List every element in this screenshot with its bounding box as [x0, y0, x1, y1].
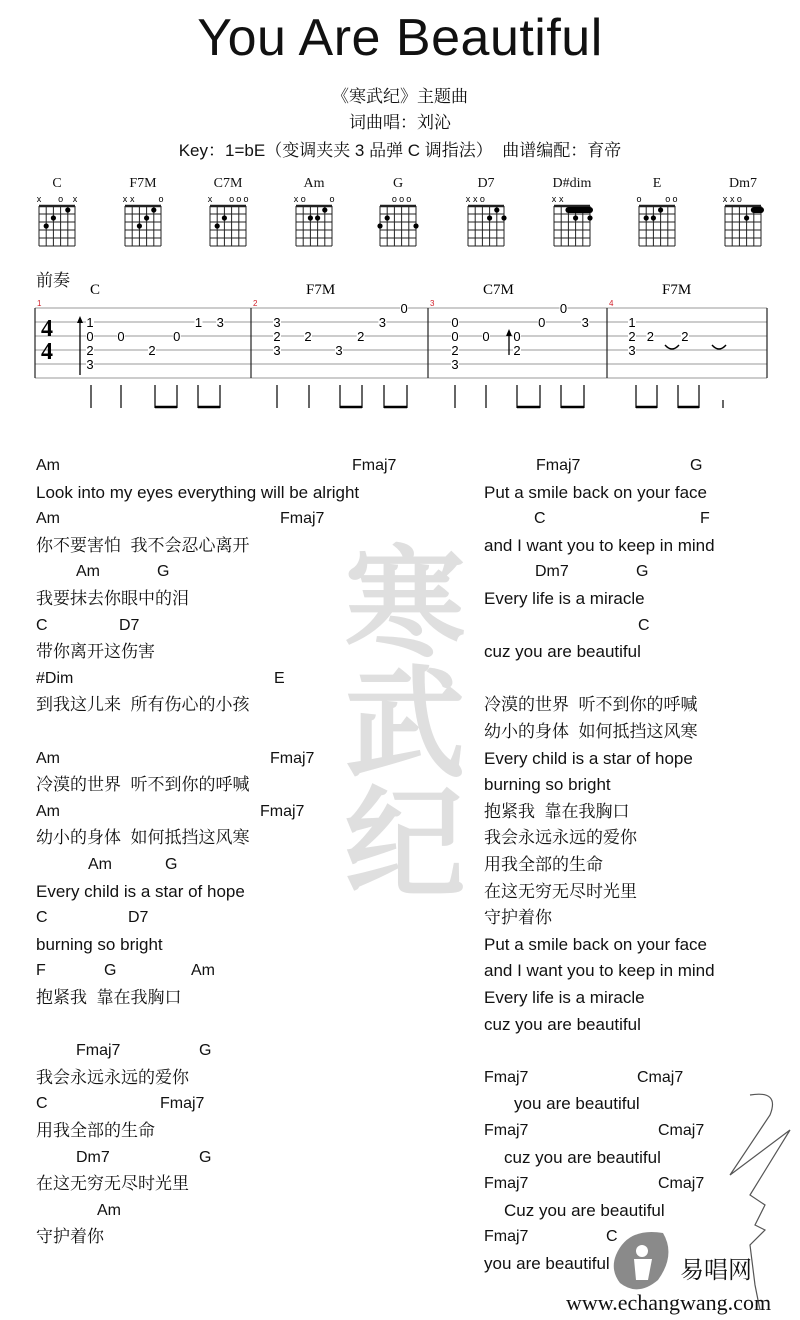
time-signature: 4 [41, 339, 53, 365]
left-lyric-line: burning so bright [36, 934, 163, 954]
right-chord-label: F [700, 510, 710, 528]
open-marker: o [243, 194, 249, 204]
chord-diagram-name: C [52, 176, 62, 191]
measure-number: 4 [609, 299, 614, 308]
mute-marker: x [472, 194, 478, 204]
left-lyric-line: 我会永远永远的爱你 [36, 1067, 189, 1087]
fret-number: 2 [513, 343, 521, 358]
open-marker: o [406, 194, 412, 204]
fret-number: 0 [86, 329, 94, 344]
left-lyric-line: 带你离开这伤害 [36, 642, 155, 662]
chord-diagram-name: Am [303, 176, 325, 191]
right-lyric-line: and I want you to keep in mind [484, 535, 715, 555]
fret-number: 3 [216, 315, 224, 330]
left-chord-label: C [36, 616, 48, 634]
left-chord-label: Fmaj7 [280, 510, 325, 528]
fret-number: 2 [273, 329, 281, 344]
left-lyric-line: Every child is a star of hope [36, 881, 245, 901]
strum-arrow-head [506, 329, 512, 336]
fret-number: 0 [538, 315, 546, 330]
fret-number: 1 [86, 315, 94, 330]
open-marker: o [399, 194, 405, 204]
fret-number: 0 [117, 329, 125, 344]
right-chord-label: Fmaj7 [484, 1068, 529, 1086]
right-lyric-line: Every life is a miracle [484, 589, 645, 608]
fret-number: 0 [451, 329, 459, 344]
right-chord-label: G [636, 563, 649, 581]
fret-number: 0 [400, 301, 408, 316]
left-lyric-line: 幼小的身体 如何抵挡这风寒 [36, 828, 250, 848]
key-line: Key：1=bE（变调夹夹 3 品弹 C 调指法） 曲谱编配：育帝 [178, 141, 622, 160]
tie-mark [712, 345, 726, 349]
right-chord-label: G [690, 457, 703, 474]
right-lyric-line: 抱紧我 靠在我胸口 [484, 801, 630, 821]
left-chord-label: G [199, 1042, 212, 1060]
right-chord-label: Cmaj7 [658, 1122, 705, 1139]
fret-number: 3 [581, 315, 589, 330]
fret-number: 2 [681, 329, 689, 344]
left-chord-label: D7 [119, 616, 140, 634]
left-lyric-line: 冷漠的世界 听不到你的呼喊 [36, 775, 250, 795]
right-chord-label: Cmaj7 [637, 1068, 684, 1086]
right-lyric-line: burning so bright [484, 775, 611, 795]
left-chord-label: Dm7 [76, 1148, 110, 1166]
chord-diagram-name: E [652, 176, 662, 191]
right-chord-label: Fmaj7 [536, 457, 581, 474]
left-chord-label: Am [36, 802, 60, 820]
open-marker: o [736, 194, 742, 204]
left-lyric-line: 守护着你 [36, 1227, 104, 1247]
logo-url[interactable]: www.echangwang.com [566, 1290, 772, 1315]
left-chord-label: Fmaj7 [270, 749, 315, 767]
right-lyric-line: you are beautiful [484, 1254, 610, 1273]
right-lyric-line: Cuz you are beautiful [504, 1200, 665, 1220]
chord-diagram-name: D7 [477, 176, 495, 191]
right-chord-label: Dm7 [535, 563, 569, 581]
mute-marker: x [129, 194, 135, 204]
left-chord-label: F [36, 962, 46, 980]
fret-number: 2 [86, 343, 94, 358]
fret-number: 2 [451, 343, 459, 358]
measure-chord: F7M [306, 282, 336, 298]
left-chord-label: Am [36, 510, 60, 528]
left-chord-label: Am [76, 563, 100, 581]
measure-chord: C7M [483, 282, 514, 298]
fret-number: 3 [451, 357, 459, 372]
left-chord-label: D7 [128, 909, 149, 927]
right-chord-label: Fmaj7 [484, 1122, 529, 1139]
open-marker: o [329, 194, 335, 204]
chord-diagram-name: F7M [129, 176, 157, 191]
left-lyric-line: 用我全部的生命 [36, 1121, 155, 1140]
chord-diagram-name: Dm7 [729, 176, 757, 191]
fret-number: 2 [628, 329, 636, 344]
open-marker: o [158, 194, 164, 204]
right-lyric-line: Put a smile back on your face [484, 482, 708, 502]
open-marker: o [665, 194, 671, 204]
fret-number: 3 [86, 357, 94, 372]
fret-number: 3 [273, 343, 281, 358]
logo-pick-icon [608, 1225, 678, 1295]
mute-marker: x [722, 194, 728, 204]
fret-number: 0 [451, 315, 459, 330]
open-marker: o [300, 194, 306, 204]
right-lyric-line: you are beautiful [514, 1094, 640, 1114]
right-chord-label: Fmaj7 [484, 1175, 529, 1193]
left-chord-label: E [274, 669, 285, 687]
measure-number: 3 [430, 299, 435, 308]
right-chord-label: Fmaj7 [484, 1228, 529, 1246]
strum-arrow-head [77, 316, 83, 323]
measure-number: 1 [37, 299, 42, 308]
right-lyric-line: 冷漠的世界 听不到你的呼喊 [484, 695, 698, 715]
left-chord-label: Fmaj7 [160, 1095, 205, 1113]
left-lyric-line: 你不要害怕 我不会忍心离开 [36, 535, 250, 555]
fret-number: 2 [304, 329, 312, 344]
open-marker: o [58, 194, 64, 204]
right-lyric-line: 我会永远永远的爱你 [484, 828, 637, 848]
left-chord-label: Am [97, 1201, 121, 1219]
song-subtitle: 《寒武纪》主题曲 [332, 87, 468, 106]
fret-number: 3 [378, 315, 387, 330]
mute-marker: x [293, 194, 299, 204]
mute-marker: x [551, 194, 557, 204]
left-lyric-line: Look into my eyes everything will be alright [36, 482, 360, 502]
chord-diagram-name: C7M [213, 176, 243, 191]
right-lyric-line: Every life is a miracle [484, 988, 645, 1007]
mute-marker: x [465, 194, 471, 204]
left-lyric-line: 抱紧我 靠在我胸口 [36, 988, 182, 1007]
left-chord-label: G [104, 962, 117, 980]
measure-chord: C [90, 282, 101, 298]
mute-marker: x [72, 194, 78, 204]
left-chord-label: C [36, 1095, 48, 1113]
left-lyric-line: 到我这儿来 所有伤心的小孩 [36, 695, 250, 715]
left-chord-label: Am [36, 749, 60, 767]
right-lyric-line: 守护着你 [484, 908, 552, 928]
intro-tablature [0, 0, 800, 420]
right-lyric-line: 幼小的身体 如何抵挡这风寒 [484, 722, 698, 741]
fret-number: 0 [559, 301, 568, 316]
chord-diagram-name: G [392, 176, 404, 191]
right-lyric-line: 在这无穷无尽时光里 [484, 881, 637, 901]
open-marker: o [391, 194, 397, 204]
open-marker: o [672, 194, 678, 204]
fret-number: 3 [335, 343, 343, 358]
right-lyric-line: 用我全部的生命 [484, 855, 603, 874]
fret-number: 2 [646, 329, 655, 344]
right-lyric-line: cuz you are beautiful [484, 642, 641, 662]
measure-number: 2 [253, 299, 258, 308]
left-chord-label: Am [36, 457, 60, 474]
song-title: You Are Beautiful [197, 9, 603, 67]
fret-number: 3 [273, 315, 281, 330]
mute-marker: x [122, 194, 128, 204]
chord-diagram-name: D#dim [552, 176, 592, 191]
mute-marker: x [36, 194, 42, 204]
left-lyric-line: 我要抹去你眼中的泪 [36, 589, 189, 608]
fret-number: 3 [628, 343, 636, 358]
mute-marker: x [558, 194, 564, 204]
right-lyric-line: Every child is a star of hope [484, 748, 693, 768]
fret-number: 2 [148, 343, 156, 358]
right-lyric-line: cuz you are beautiful [504, 1147, 661, 1167]
left-chord-label: Am [88, 856, 112, 873]
fret-number: 0 [482, 329, 490, 344]
left-chord-label: Am [191, 962, 215, 980]
logo-name: 易唱网 [680, 1256, 752, 1284]
right-lyric-line: cuz you are beautiful [484, 1014, 641, 1034]
right-chord-label: C [534, 510, 546, 528]
open-marker: o [636, 194, 642, 204]
left-chord-label: C [36, 909, 48, 927]
left-chord-label: #Dim [36, 669, 74, 687]
fret-number: 0 [513, 329, 521, 344]
left-chord-label: Fmaj7 [352, 457, 397, 474]
open-marker: o [229, 194, 235, 204]
left-chord-label: G [199, 1148, 212, 1166]
left-lyric-line: 在这无穷无尽时光里 [36, 1174, 189, 1194]
intro-label: 前奏 [36, 271, 70, 290]
right-chord-label: Cmaj7 [658, 1175, 705, 1193]
mute-marker: x [729, 194, 735, 204]
left-chord-label: G [157, 563, 170, 581]
right-lyric-line: and I want you to keep in mind [484, 961, 715, 981]
right-chord-label: C [606, 1228, 618, 1246]
fret-number: 1 [194, 315, 203, 330]
right-lyric-line: Put a smile back on your face [484, 934, 708, 954]
time-signature: 4 [41, 316, 53, 342]
right-chord-label: C [638, 616, 650, 634]
song-credits: 词曲唱：刘沁 [349, 113, 451, 132]
tie-mark [665, 345, 679, 349]
left-chord-label: Fmaj7 [76, 1042, 121, 1060]
fret-number: 0 [173, 329, 181, 344]
left-chord-label: G [165, 856, 178, 873]
open-marker: o [236, 194, 242, 204]
measure-chord: F7M [662, 282, 692, 298]
mute-marker: x [207, 194, 213, 204]
fret-number: 2 [357, 329, 365, 344]
left-chord-label: Fmaj7 [260, 802, 305, 820]
open-marker: o [479, 194, 485, 204]
fret-number: 1 [628, 315, 636, 330]
watermark-text: 寒武纪 [328, 540, 462, 900]
